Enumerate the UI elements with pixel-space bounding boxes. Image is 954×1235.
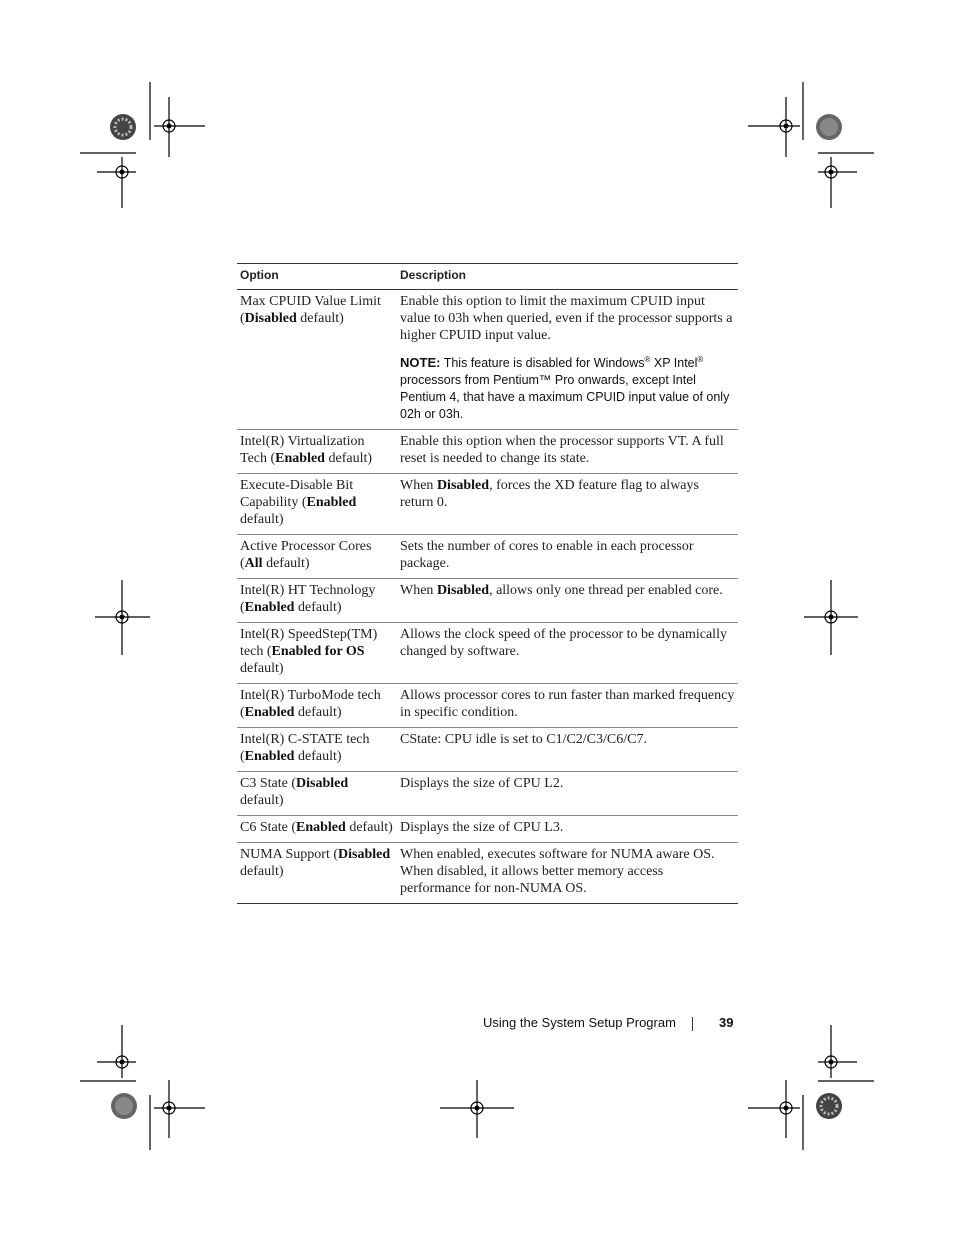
option-cell: Intel(R) Virtualization Tech (Enabled default) <box>237 430 397 474</box>
table-row <box>237 579 738 623</box>
option-cell: Intel(R) C-STATE tech (Enabled default) <box>237 728 397 772</box>
header-description: Description <box>397 264 738 290</box>
option-cell: NUMA Support (Disabled default) <box>237 843 397 904</box>
bios-options-table <box>237 263 738 904</box>
description-cell: Enable this option to limit the maximum CPUID input value to 03h when queried, even if the processor supports a higher CPUID input value. NOTE: This feature is disabled for Windows® XP Intel® processors from Pentium™ Pro onwards, except Intel Pentium 4, that have a maximum CPUID input value of only 02h or 03h. <box>397 290 738 430</box>
table-row <box>237 290 738 430</box>
description-cell: Displays the size of CPU L2. <box>397 772 738 816</box>
option-cell: Intel(R) TurboMode tech (Enabled default) <box>237 684 397 728</box>
header-option: Option <box>237 264 397 290</box>
description-cell: Displays the size of CPU L3. <box>397 816 738 843</box>
description-cell: When enabled, executes software for NUMA aware OS. When disabled, it allows better memory access performance for non-NUMA OS. <box>397 843 738 904</box>
description-cell: When Disabled, allows only one thread per enabled core. <box>397 579 738 623</box>
option-cell: C6 State (Enabled default) <box>237 816 397 843</box>
page-number: 39 <box>719 1015 734 1030</box>
option-cell: Intel(R) HT Technology (Enabled default) <box>237 579 397 623</box>
page-footer <box>483 1015 734 1030</box>
table-header-row <box>237 264 738 290</box>
table-row <box>237 728 738 772</box>
description-cell: Allows processor cores to run faster than marked frequency in specific condition. <box>397 684 738 728</box>
table-row <box>237 535 738 579</box>
description-cell: CState: CPU idle is set to C1/C2/C3/C6/C7. <box>397 728 738 772</box>
option-cell: Max CPUID Value Limit (Disabled default) <box>237 290 397 430</box>
table-row <box>237 772 738 816</box>
footer-divider <box>692 1017 693 1031</box>
note-label: NOTE: <box>400 355 441 370</box>
description-cell: Sets the number of cores to enable in each processor package. <box>397 535 738 579</box>
description-cell: Enable this option when the processor supports VT. A full reset is needed to change its state. <box>397 430 738 474</box>
table-row <box>237 684 738 728</box>
table-row <box>237 816 738 843</box>
note-block: NOTE: This feature is disabled for Windows® XP Intel® processors from Pentium™ Pro onwards, except Intel Pentium 4, that have a maximum CPUID input value of only 02h or 03h. <box>400 354 730 421</box>
table-row <box>237 474 738 535</box>
footer-title: Using the System Setup Program <box>483 1015 676 1030</box>
option-cell: Execute-Disable Bit Capability (Enabled default) <box>237 474 397 535</box>
table-row <box>237 623 738 684</box>
option-cell: Intel(R) SpeedStep(TM) tech (Enabled for OS default) <box>237 623 397 684</box>
option-cell: C3 State (Disabled default) <box>237 772 397 816</box>
table-row <box>237 843 738 904</box>
option-cell: Active Processor Cores (All default) <box>237 535 397 579</box>
table-row <box>237 430 738 474</box>
description-cell: Allows the clock speed of the processor to be dynamically changed by software. <box>397 623 738 684</box>
description-cell: When Disabled, forces the XD feature flag to always return 0. <box>397 474 738 535</box>
